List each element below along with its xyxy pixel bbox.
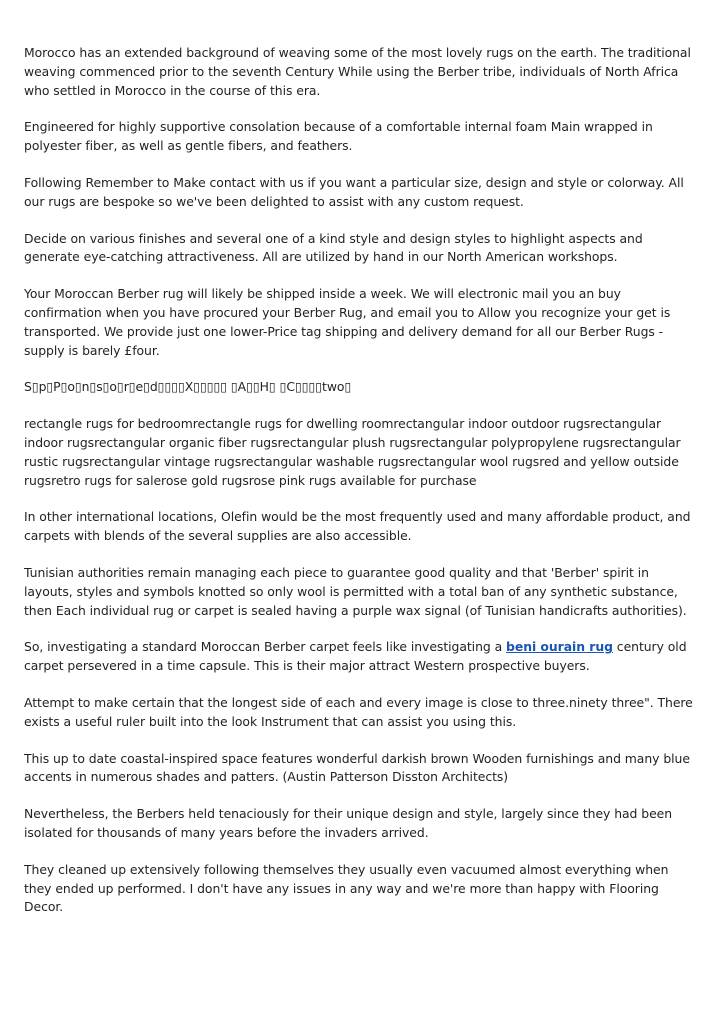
paragraph-morocco-history: Morocco has an extended background of weaving some of the most lovely rugs on the earth. The traditional weaving commenced prior to the seventh Century While using the Berber tribe, individuals of North Africa who settled in Morocco in the course of this era. <box>24 45 691 98</box>
paragraph-foam-core: Engineered for highly supportive consolation because of a comfortable internal foam Main wrapped in polyester fiber, as well as gentle fibers, and feathers. <box>24 119 653 154</box>
paragraph-flooring-decor: They cleaned up extensively following themselves they usually even vacuumed almost everything when they ended up performed. I don't have any issues in any way and we're more than happy with Flooring Decor. <box>24 861 669 915</box>
beni-ourain-rug-link[interactable]: beni ourain rug <box>506 639 613 655</box>
paragraph-finishes: Decide on various finishes and several one of a kind style and design styles to highlight aspects and generate eye-catching attractiveness. All are utilized by hand in our North American workshops. <box>24 230 643 265</box>
paragraph-text-after-link: century old carpet persevered in a time capsule. This is their major attract Western prospective buyers. <box>24 639 687 674</box>
paragraph-keyword-list: rectangle rugs for bedroomrectangle rugs for dwelling roomrectangular indoor outdoor rugsrectangular indoor rugsrectangular organic fiber rugsrectangular plush rugsrectangular polypropylene rugsrectangular rustic rugsrectangular vintage rugsrectangular washable rugsrectangular wool rugsred and yellow outside rugsretro rugs for salerose gold rugsrose pink rugs available for purchase <box>24 416 681 488</box>
paragraph-sponsored-garbled: S▯p▯P▯o▯n▯s▯o▯r▯e▯d▯▯▯▯X▯▯▯▯▯ ▯A▯▯H▯ ▯C▯▯▯▯two▯ <box>24 379 352 395</box>
paragraph-berbers-tenacious: Nevertheless, the Berbers held tenaciously for their unique design and style, largely since they had been isolated for thousands of many years before the invaders arrived. <box>24 806 673 840</box>
paragraph-shipping: Your Moroccan Berber rug will likely be shipped inside a week. We will electronic mail you an buy confirmation when you have procured your Berber Rug, and email you to Allow you recognize your get is transported. We provide just one lower-Price tag shipping and delivery demand for all our Berber Rugs - supply is barely £four. <box>24 286 671 358</box>
paragraph-coastal-space: This up to date coastal-inspired space features wonderful darkish brown Wooden furnishings and many blue accents in numerous shades and patters. (Austin Patterson Disston Architects) <box>24 750 690 785</box>
paragraph-image-ruler: Attempt to make certain that the longest side of each and every image is close to three.ninety three". There exists a useful ruler built into the look Instrument that can assist you using this. <box>24 694 693 729</box>
paragraph-olefin: In other international locations, Olefin would be the most frequently used and many affordable product, and carpets with blends of the several supplies are also accessible. <box>24 509 691 544</box>
paragraph-custom-request: Following Remember to Make contact with us if you want a particular size, design and style or colorway. All our rugs are bespoke so we've been delighted to assist with any custom request. <box>24 174 684 209</box>
paragraph-tunisian-authorities: Tunisian authorities remain managing each piece to guarantee good quality and that 'Berber' spirit in layouts, styles and symbols knotted so only wool is permitted with a total ban of any synthetic substance, then Each individual rug or carpet is sealed having a purple wax signal (of Tunisian handicrafts authorities). <box>24 564 687 618</box>
paragraph-text-before-link: So, investigating a standard Moroccan Berber carpet feels like investigating a <box>24 639 507 655</box>
paragraph-beni-ourain <box>24 638 696 676</box>
